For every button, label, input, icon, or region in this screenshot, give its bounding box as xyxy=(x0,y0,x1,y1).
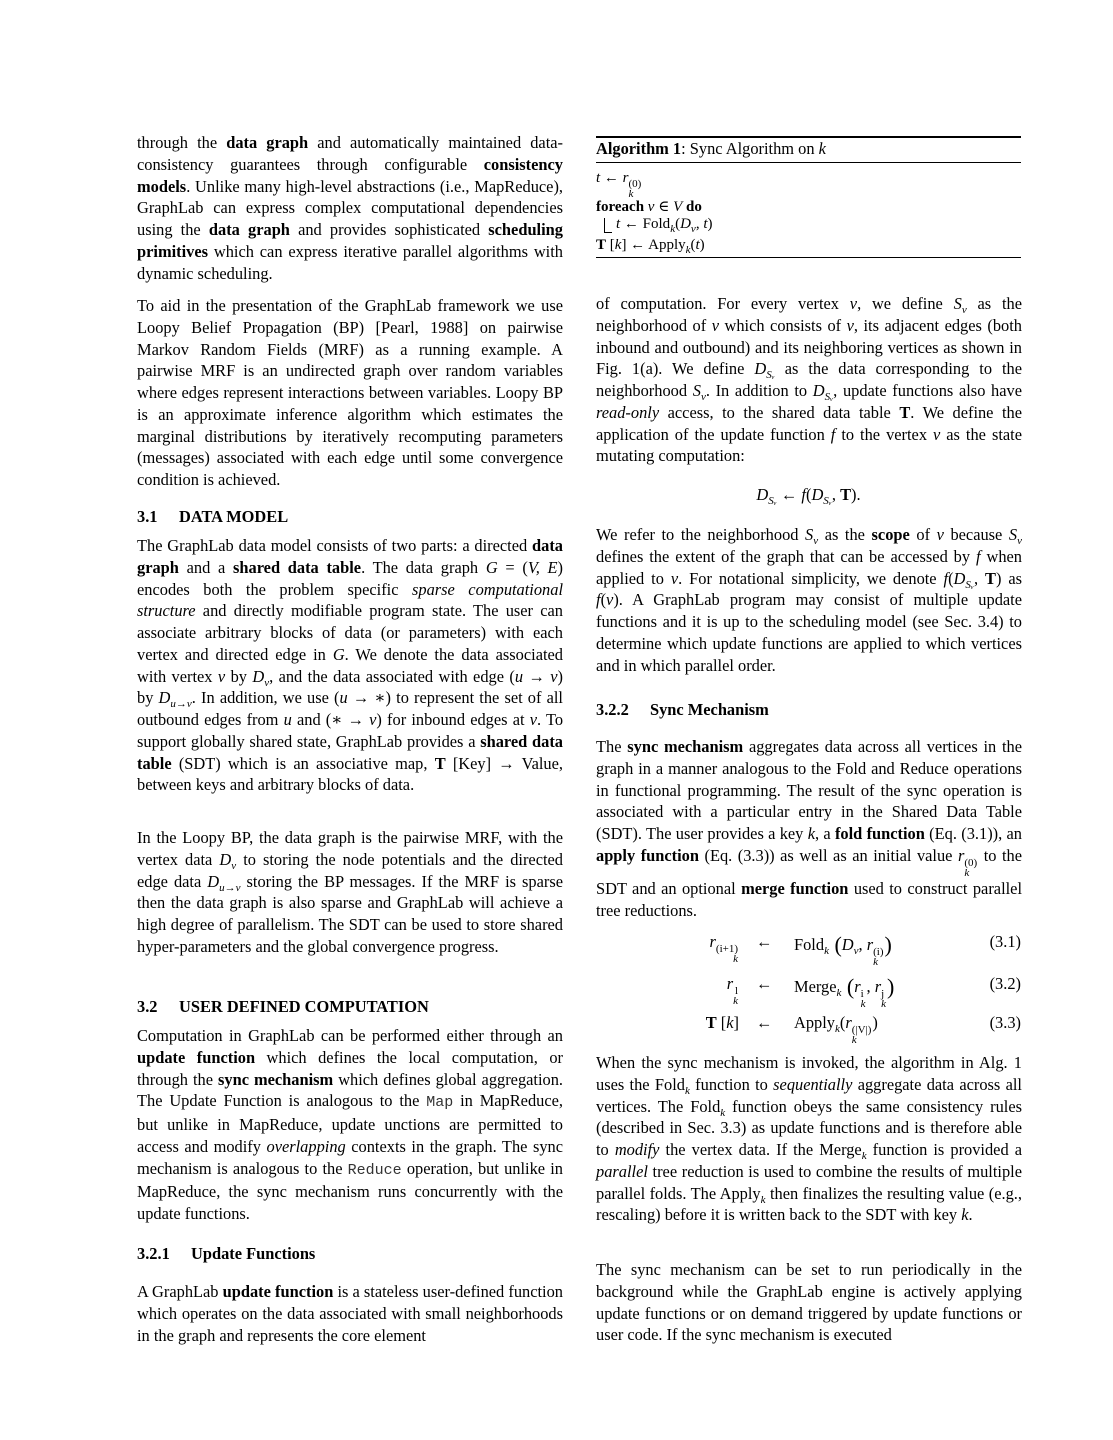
section-title: Sync Mechanism xyxy=(650,700,769,719)
algorithm-variable: k xyxy=(818,139,826,158)
math-script xyxy=(852,1025,872,1045)
text-run: (Eq. (3.3)) as well as an initial value xyxy=(698,845,958,865)
bold-term: scope xyxy=(871,525,910,544)
equation-lhs xyxy=(710,932,739,964)
math-superscript: (|V|) xyxy=(851,1024,872,1036)
text-run: → ∗) to represent the set of all outbound edges from xyxy=(137,688,563,729)
algorithm-line xyxy=(596,199,1021,216)
text-run: to the SDT and an optional xyxy=(596,845,1023,898)
equation-rhs xyxy=(794,974,894,1009)
math-script xyxy=(629,179,642,199)
section-heading-3-2-1 xyxy=(137,1243,563,1265)
math-symbol: S xyxy=(805,525,814,544)
paragraph-computation xyxy=(137,1025,563,1225)
math-subscript: k xyxy=(964,866,970,879)
math-symbol: k xyxy=(720,1106,726,1119)
equation-3-2 xyxy=(596,974,1021,1010)
math-symbol: D xyxy=(756,485,769,504)
text-run: ). A GraphLab program may consist of multiple update functions and it is up to the scheduling model (see Sec. 3.4) to determine which update functions are applied to which vertices and in which parallel order. xyxy=(596,590,1022,675)
equation-update xyxy=(596,485,1021,505)
text-run: [Key] → Value, between keys and arbitrary blocks of data. xyxy=(137,753,564,795)
math-symbol: v xyxy=(606,590,614,610)
math-symbol: r xyxy=(874,977,882,996)
math-symbol: f xyxy=(801,485,806,504)
math-symbol: f xyxy=(976,546,981,566)
math-symbol: Sᵥ xyxy=(823,495,832,507)
math-superscript: (i+1) xyxy=(715,943,738,955)
text-run: access, to the shared data table xyxy=(659,402,900,422)
math-symbol: D xyxy=(812,381,825,400)
emphasis: sequentially xyxy=(773,1074,853,1094)
equation-lhs xyxy=(706,1013,739,1033)
math-symbol: u xyxy=(283,710,292,729)
math-symbol: u→v xyxy=(170,698,192,711)
text-run: . We define the application of the update function xyxy=(596,402,1022,444)
bold-term: sync mechanism xyxy=(218,1069,334,1089)
math-superscript: (0) xyxy=(628,178,642,190)
math-script xyxy=(873,947,883,967)
math-symbol: u→v xyxy=(219,881,241,894)
math-symbol: D xyxy=(841,935,854,954)
math-symbol: V, E xyxy=(527,557,558,577)
math-symbol: T xyxy=(840,485,852,504)
math-symbol: T xyxy=(899,402,911,422)
math-symbol: k xyxy=(726,1013,734,1032)
bold-term: update function xyxy=(137,1047,256,1067)
text-run: Apply xyxy=(794,1013,835,1032)
math-symbol: v xyxy=(849,294,858,313)
text-run: , xyxy=(831,485,841,504)
section-title: DATA MODEL xyxy=(179,507,289,526)
text-run: ( xyxy=(805,485,812,504)
math-superscript: (i) xyxy=(873,946,884,958)
text-run: ( xyxy=(675,216,681,232)
math-symbol: S xyxy=(1008,525,1018,544)
math-symbol: k xyxy=(807,824,815,843)
algorithm-line xyxy=(596,216,1021,233)
math-symbol: v xyxy=(550,666,558,686)
equation-number: (3.3) xyxy=(989,1013,1021,1032)
text-run: as the state mutating computation: xyxy=(596,424,1022,466)
math-symbol: v xyxy=(1017,535,1022,547)
text-run: . To support globally shared state, GraphLab provides a xyxy=(137,710,564,751)
text-run: ( xyxy=(690,237,696,253)
math-symbol: ) xyxy=(884,932,892,957)
math-symbol: u xyxy=(514,666,524,686)
math-superscript: (0) xyxy=(964,856,978,869)
text-run: (SDT) which is an associative map, xyxy=(171,753,435,773)
math-symbol: v xyxy=(700,391,706,403)
math-script xyxy=(861,989,866,1009)
math-symbol: Sᵥ xyxy=(824,391,834,403)
section-heading-3-2-2 xyxy=(596,699,1022,721)
math-symbol: k xyxy=(824,945,829,957)
section-heading-3-1 xyxy=(137,506,563,528)
text-run: → xyxy=(523,666,551,686)
text-run: the vertex data. If the Merge xyxy=(659,1140,862,1159)
text-run: and automatically maintained data-consistency guarantees through configurable xyxy=(137,133,563,174)
math-script xyxy=(716,944,738,964)
math-symbol: S xyxy=(953,294,962,313)
math-symbol: v xyxy=(690,223,696,235)
math-symbol: D xyxy=(811,485,824,504)
text-run: which defines the local computation, or through the xyxy=(137,1047,563,1089)
math-symbol: V xyxy=(673,199,683,215)
section-number: 3.2.2 xyxy=(596,700,629,719)
math-superscript: i xyxy=(860,988,864,1000)
math-symbol: t xyxy=(703,216,708,232)
math-symbol: t xyxy=(616,216,621,232)
text-run: function obeys the same consistency rules (described in Sec. 3.3) as update functions and is therefore able to xyxy=(596,1096,1022,1159)
math-script xyxy=(881,989,886,1009)
math-symbol: v xyxy=(813,535,819,547)
text-run: . For notational simplicity, we denote xyxy=(678,568,944,588)
text-run: ] ← Apply xyxy=(621,237,686,253)
text-run: ) encodes both the problem specific xyxy=(137,557,564,599)
math-symbol: v xyxy=(853,945,859,957)
text-run: A GraphLab xyxy=(137,1282,223,1301)
text-run: to the vertex xyxy=(835,424,934,444)
text-run: [ xyxy=(716,1013,727,1032)
section-number: 3.2 xyxy=(137,997,158,1016)
math-symbol: S xyxy=(692,381,701,400)
text-run: as the data corresponding to the neighborhood xyxy=(596,359,1022,400)
paragraph-sync-periodic xyxy=(596,1259,1022,1346)
code-term: Reduce xyxy=(347,1161,402,1179)
math-symbol: v xyxy=(264,676,270,689)
equation-3-3 xyxy=(596,1013,1021,1046)
math-symbol: v xyxy=(933,424,941,444)
math-symbol: v xyxy=(670,568,679,588)
math-symbol: v xyxy=(961,304,967,316)
paragraph-update-function xyxy=(137,1281,563,1346)
text-run: Computation in GraphLab can be performed either through an xyxy=(137,1026,563,1045)
emphasis: sparse computational structure xyxy=(137,579,564,621)
math-symbol: v xyxy=(529,710,537,729)
text-run: = ( xyxy=(497,557,528,577)
bold-term: scheduling primitives xyxy=(137,220,563,261)
math-symbol: k xyxy=(760,1193,766,1206)
math-symbol: Sᵥ xyxy=(965,578,974,591)
math-symbol: v xyxy=(846,315,854,335)
bold-term: consistency models xyxy=(137,154,563,196)
text-run: Merge xyxy=(794,977,837,996)
paragraph-loopy-bp-data xyxy=(137,827,563,958)
math-symbol: f xyxy=(943,568,949,588)
math-symbol: k xyxy=(670,223,676,235)
text-run: In the Loopy BP, the data graph is the pairwise MRF, with the vertex data xyxy=(137,828,563,869)
section-number: 3.1 xyxy=(137,507,158,526)
bold-term: shared data table xyxy=(233,557,362,577)
section-title: Update Functions xyxy=(191,1244,316,1263)
bold-term: fold function xyxy=(834,824,925,843)
text-run: . The data graph xyxy=(361,557,486,577)
text-run: . Unlike many high-level abstractions (i.e., MapReduce), GraphLab can express complex computational dependencies using the xyxy=(137,176,563,239)
math-symbol: k xyxy=(684,1084,690,1097)
math-superscript: l xyxy=(734,985,738,997)
text-run: The sync mechanism can be set to run periodically in the background while the GraphLab engine is actively applying update functions or on demand triggered by update functions or user code. If the sync mechanism is executed xyxy=(596,1260,1022,1345)
bold-term: update function xyxy=(222,1282,334,1301)
bold-term: merge function xyxy=(741,878,849,898)
math-symbol: D xyxy=(953,568,966,588)
text-run: because xyxy=(943,525,1009,544)
text-run: tree reduction is used to combine the results of multiple parallel folds. The Apply xyxy=(596,1161,1022,1203)
math-symbol: r xyxy=(845,1013,852,1032)
text-run: (Eq. (3.1)), an xyxy=(924,824,1022,843)
math-symbol: k xyxy=(836,987,842,999)
math-symbol: f xyxy=(596,590,601,610)
section-title: USER DEFINED COMPUTATION xyxy=(179,997,429,1016)
math-symbol: T xyxy=(434,753,446,773)
math-subscript: k xyxy=(860,998,866,1010)
emphasis: read-only xyxy=(596,402,660,422)
text-run: is a stateless user-defined function which operates on the data associated with small neighborhoods in the graph and represents the core element xyxy=(137,1282,563,1345)
text-run: , its adjacent edges (both inbound and outbound) and its neighboring vertices as shown in Fig. 1(a). We define xyxy=(596,315,1022,379)
algorithm-box xyxy=(596,136,1021,258)
text-run: in MapReduce, but unlike in MapReduce, update unctions are permitted to access and modify xyxy=(137,1091,563,1156)
math-symbol: v xyxy=(647,199,655,215)
equation-number: (3.1) xyxy=(989,932,1021,951)
text-run: To aid in the presentation of the GraphLab framework we use Loopy Belief Propagation (BP) [Pearl, 1988] on pairwise Markov Random Fields (MRF) as a running example. A pairwise MRF is an undirected graph over random variables where edges represent interactions between variables. Loopy BP is an approximate inference algorithm which estimates the marginal distributions by iteratively recomputing parameters (messages) associated with each edge until some convergence condition is achieved. xyxy=(137,296,563,489)
math-script xyxy=(733,986,738,1006)
algorithm-line xyxy=(596,233,1021,254)
text-run: ) by xyxy=(137,666,563,708)
text-run: which consists of xyxy=(718,315,847,335)
math-symbol: t xyxy=(695,237,700,253)
math-symbol: Sᵥ xyxy=(766,369,775,382)
math-symbol: G xyxy=(485,557,498,577)
text-run: then finalizes the resulting value (e.g., rescaling) before it is written back to the SDT with key xyxy=(596,1183,1022,1225)
paragraph-sync-invoked xyxy=(596,1052,1022,1226)
text-run: used to construct parallel tree reductions. xyxy=(596,878,1023,920)
math-subscript: k xyxy=(628,188,634,200)
emphasis: modify xyxy=(614,1140,660,1159)
bold-term: sync mechanism xyxy=(627,737,744,756)
paragraph-data-model xyxy=(137,535,563,796)
text-run: contexts in the graph. The sync mechanism is analogous to the xyxy=(137,1136,563,1178)
text-run: , a xyxy=(814,824,835,843)
text-run: aggregates data across all vertices in the graph in a manner analogous to the Fold and Reduce operations in functional programming. The result of the sync operation is associated with a particular entry in the Shared Data Table (SDT). The user provides a key xyxy=(596,737,1022,843)
text-run: operation, but unlike in MapReduce, the sync mechanism runs concurrently with the update functions. xyxy=(137,1158,563,1223)
text-run: function to xyxy=(689,1074,774,1094)
text-run: , update functions also have xyxy=(833,381,1022,400)
paragraph-sync-mechanism xyxy=(596,736,1022,921)
math-symbol: k xyxy=(861,1150,867,1162)
text-run: ( xyxy=(600,590,607,610)
paragraph-scope-def xyxy=(596,524,1022,676)
text-run: of computation. For every vertex xyxy=(596,294,850,313)
math-symbol: u xyxy=(339,688,348,708)
math-subscript: k xyxy=(733,953,738,965)
equation-arrow: ← xyxy=(756,1013,773,1032)
text-run: through the xyxy=(137,133,227,152)
bold-term: data graph xyxy=(208,220,290,239)
text-run: of xyxy=(909,525,937,544)
math-subscript: k xyxy=(851,1034,857,1046)
section-heading-3-2 xyxy=(137,996,563,1018)
text-run: . xyxy=(968,1205,973,1225)
emphasis: overlapping xyxy=(266,1136,346,1156)
text-run: ) as xyxy=(995,568,1022,588)
text-run: ( xyxy=(948,568,954,588)
bold-term: do xyxy=(682,199,702,215)
text-run: . We denote the data associated with vertex xyxy=(137,644,564,686)
text-run: ) xyxy=(699,237,705,253)
text-run: which can express iterative parallel algorithms with dynamic scheduling. xyxy=(137,241,563,283)
equation-rhs xyxy=(794,1013,878,1045)
code-term: Map xyxy=(426,1094,454,1112)
math-symbol: D xyxy=(207,871,220,891)
equation-arrow: ← xyxy=(756,932,773,951)
equation-number: (3.2) xyxy=(989,974,1021,993)
text-run: which defines global aggregation. The Update Function is analogous to the xyxy=(137,1069,564,1111)
algorithm-title xyxy=(596,138,1021,163)
text-run: to storing the node potentials and the directed edge data xyxy=(137,849,563,891)
math-superscript: j xyxy=(881,988,885,1000)
equation-arrow: ← xyxy=(756,974,773,993)
math-symbol: T xyxy=(705,1013,717,1032)
text-run: ] xyxy=(733,1013,739,1032)
text-run: storing the BP messages. If the MRF is sparse then the data graph is also sparse and GraphLab will achieve a high degree of parallelism. The SDT can be used to store shared hyper-parameters and the global convergence progress. xyxy=(137,871,564,956)
math-symbol: T xyxy=(596,237,607,253)
text-run: by xyxy=(225,666,253,686)
bold-term: foreach xyxy=(596,199,648,215)
math-symbol: r xyxy=(622,170,629,186)
algorithm-line xyxy=(596,167,1021,199)
text-run: ← xyxy=(776,485,802,504)
text-run: ← Fold xyxy=(620,216,671,232)
math-symbol: r xyxy=(957,845,965,865)
math-subscript: k xyxy=(881,998,886,1010)
math-symbol: D xyxy=(754,359,767,379)
math-symbol: r xyxy=(866,935,874,954)
equation-rhs xyxy=(794,932,892,967)
text-run: . In addition to xyxy=(705,381,813,400)
text-run: ) for inbound edges at xyxy=(376,710,530,729)
paragraph-scope xyxy=(596,293,1022,467)
bold-term: data graph xyxy=(137,536,563,577)
paragraph-loopy-bp xyxy=(137,295,563,491)
math-symbol: D xyxy=(158,688,171,708)
text-run: . In addition, we use ( xyxy=(191,688,340,708)
text-run: , xyxy=(695,216,704,232)
math-symbol: v xyxy=(936,525,944,544)
math-symbol: r xyxy=(709,932,716,951)
text-run: when applied to xyxy=(596,546,1022,588)
equation-lhs xyxy=(727,974,739,1006)
math-subscript: k xyxy=(873,956,878,968)
text-run: The xyxy=(596,737,628,756)
text-run: , we define xyxy=(857,294,954,313)
math-symbol: D xyxy=(680,216,691,232)
text-run: The GraphLab data model consists of two parts: a directed xyxy=(137,536,533,555)
math-symbol: v xyxy=(217,666,226,686)
math-symbol: Sᵥ xyxy=(768,495,777,507)
text-run: function is provided a xyxy=(866,1140,1022,1159)
math-symbol: v xyxy=(231,859,237,872)
text-run: ) xyxy=(707,216,713,232)
math-symbol: f xyxy=(830,424,836,444)
text-run: defines the extent of the graph that can be accessed by xyxy=(596,546,976,566)
text-run: aggregate data across all vertices. The Fold xyxy=(596,1074,1022,1116)
text-run: Fold xyxy=(794,935,825,954)
text-run: When the sync mechanism is invoked, the algorithm in Alg. 1 uses the Fold xyxy=(596,1053,1022,1094)
algorithm-caption: : Sync Algorithm on xyxy=(681,139,819,158)
bold-term: apply function xyxy=(596,845,699,865)
algorithm-label: Algorithm 1 xyxy=(596,139,682,158)
text-run: , xyxy=(866,977,875,996)
bold-term: data graph xyxy=(226,133,309,152)
bold-term: shared data table xyxy=(137,731,563,773)
text-run: ← xyxy=(600,170,623,186)
text-run: , xyxy=(858,935,867,954)
paragraph-intro xyxy=(137,132,563,284)
emphasis: parallel xyxy=(596,1161,648,1181)
math-symbol: D xyxy=(219,849,232,869)
text-run: and (∗ → xyxy=(291,710,370,729)
math-symbol: T xyxy=(985,568,996,588)
math-symbol: ( xyxy=(841,974,855,999)
math-symbol: r xyxy=(726,974,734,993)
math-subscript: k xyxy=(733,995,738,1007)
text-run: and provides sophisticated xyxy=(289,220,489,239)
math-symbol: ) xyxy=(886,974,895,999)
text-run: [ xyxy=(606,237,615,253)
math-symbol: k xyxy=(961,1205,969,1225)
math-symbol: k xyxy=(614,237,622,253)
text-run: as the xyxy=(818,525,872,544)
math-symbol: v xyxy=(369,710,377,729)
math-symbol: k xyxy=(834,1023,840,1035)
text-run: , and the data associated with edge ( xyxy=(269,666,515,686)
text-run: and a xyxy=(178,557,233,577)
equation-3-1 xyxy=(596,932,1021,968)
section-number: 3.2.1 xyxy=(137,1244,170,1263)
math-symbol: G xyxy=(332,644,345,664)
math-script xyxy=(964,858,977,878)
text-run: and directly modifiable program state. The user can associate arbitrary blocks of data (or parameters) with each vertex and directed edge in xyxy=(137,601,563,664)
math-symbol: r xyxy=(854,977,861,996)
math-symbol: t xyxy=(596,170,601,186)
text-run: ( xyxy=(839,1013,846,1032)
text-run: , xyxy=(973,568,985,588)
text-run: ). xyxy=(851,485,861,504)
text-run: ∈ xyxy=(654,199,674,215)
math-symbol: v xyxy=(711,315,719,335)
text-run: as the neighborhood of xyxy=(596,294,1022,335)
text-run: We refer to the neighborhood xyxy=(596,525,806,544)
math-symbol: D xyxy=(252,666,265,686)
math-symbol: ( xyxy=(828,932,842,957)
text-run: ) xyxy=(872,1013,878,1032)
math-symbol: k xyxy=(685,244,691,256)
